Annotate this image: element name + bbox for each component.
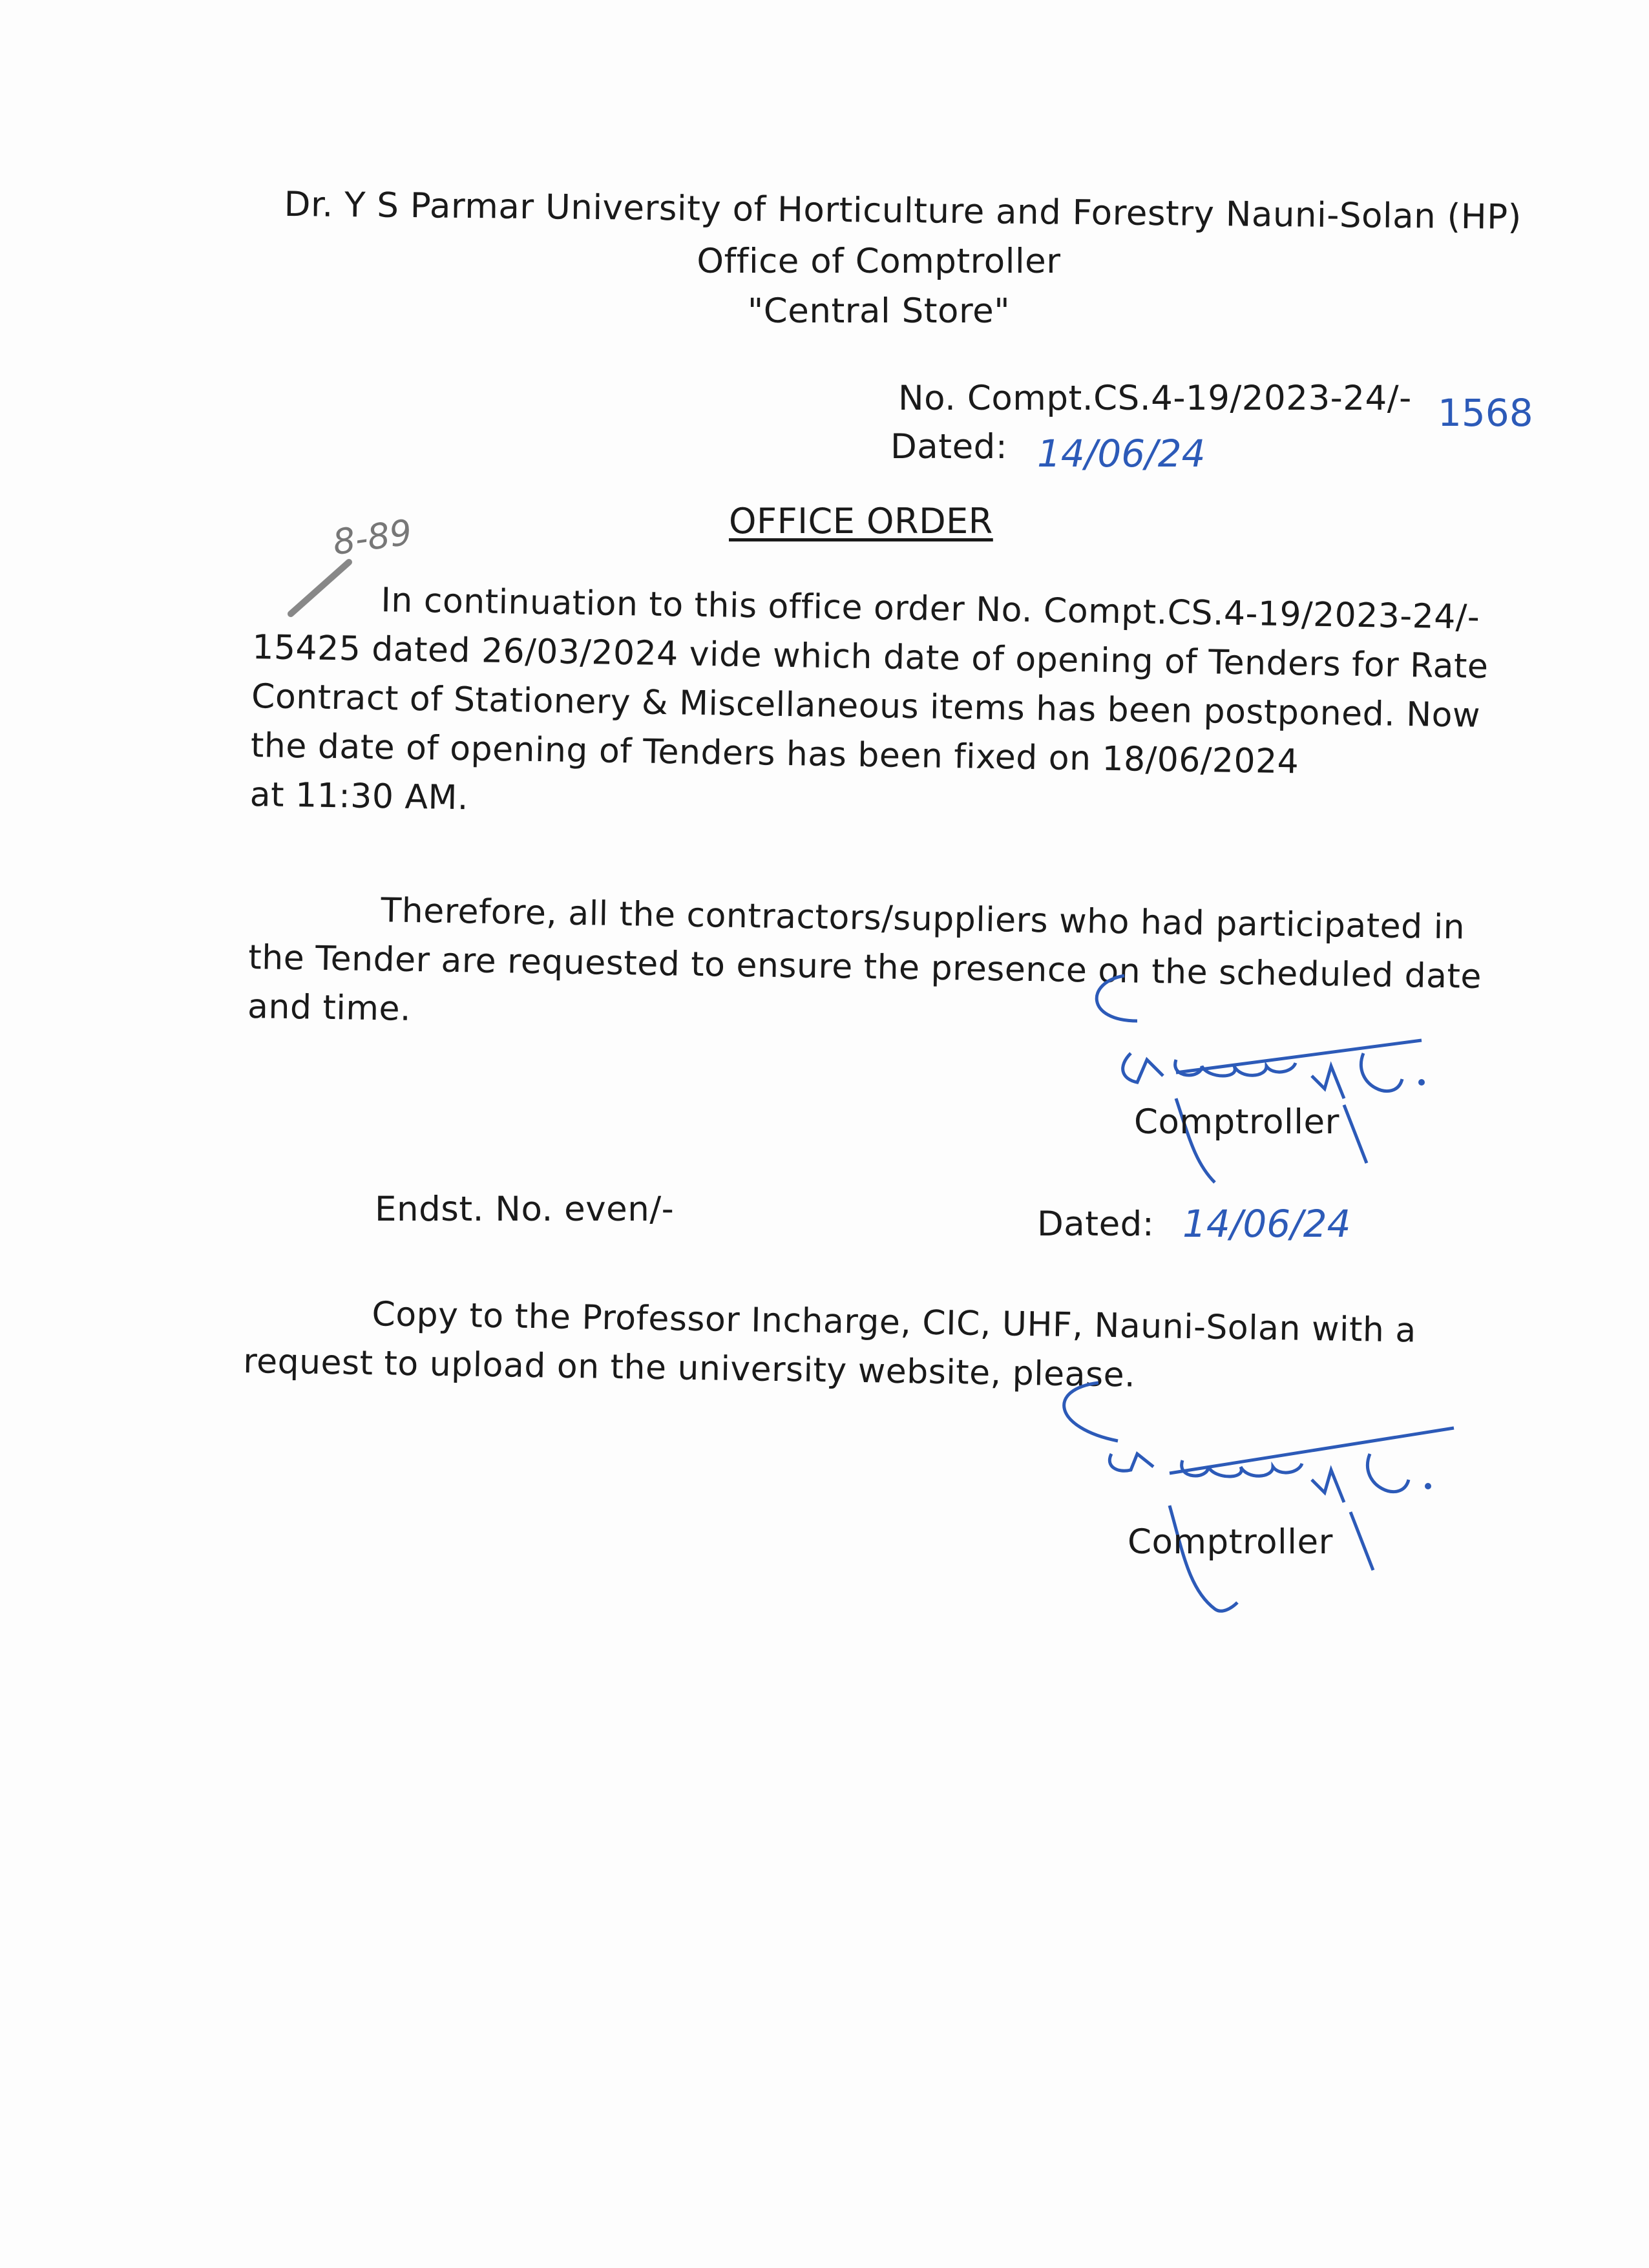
endorsement-dated-handwritten: 14/06/24 [1182, 1202, 1351, 1246]
diary-mark-stroke [284, 556, 362, 620]
reference-dated-handwritten: 14/06/24 [1037, 432, 1206, 476]
signature-1 [1008, 969, 1460, 1195]
paragraph-1-line-1: In continuation to this office order No. Compt.CS.4-19/2023-24/- [381, 581, 1480, 637]
paragraph-3 [242, 1295, 1543, 1395]
paragraph-1-line-5: at 11:30 AM. [249, 775, 469, 818]
office-name: Office of Comptroller [697, 242, 1061, 281]
endorsement-number: Endst. No. even/- [375, 1190, 675, 1229]
paragraph-3-line-2: request to upload on the university website, please. [242, 1341, 1136, 1395]
endorsement-dated-label: Dated: [1037, 1204, 1155, 1244]
reference-number-handwritten: 1568 [1438, 391, 1533, 435]
signature-2 [1008, 1383, 1473, 1641]
paragraph-2-line-3: and time. [247, 987, 412, 1029]
paragraph-1-line-2: 15425 dated 26/03/2024 vide which date of opening of Tenders for Rate [251, 627, 1489, 687]
reference-dated-label: Dated: [890, 427, 1008, 467]
reference-number: No. Compt.CS.4-19/2023-24/- [898, 379, 1412, 418]
signature-2-designation: Comptroller [1128, 1522, 1333, 1562]
paragraph-1-line-4: the date of opening of Tenders has been fixed on 18/06/2024 [250, 726, 1299, 782]
paragraph-3-line-1: Copy to the Professor Incharge, CIC, UHF, Nauni-Solan with a [372, 1295, 1417, 1350]
paragraph-1 [249, 581, 1552, 818]
signature-1-designation: Comptroller [1134, 1102, 1339, 1142]
paragraph-2-line-2: the Tender are requested to ensure the presence on the scheduled date [247, 938, 1482, 996]
page-title: OFFICE ORDER [729, 501, 993, 541]
paragraph-2-line-1: Therefore, all the contractors/suppliers who had participated in [381, 891, 1465, 947]
store-name: "Central Store" [747, 291, 1011, 331]
university-name: Dr. Y S Parmar University of Horticulture and Forestry Nauni-Solan (HP) [284, 185, 1522, 238]
diary-mark: 8-89 [330, 511, 415, 563]
paragraph-2 [247, 891, 1548, 1029]
paragraph-1-line-3: Contract of Stationery & Miscellaneous items has been postponed. Now [251, 677, 1481, 735]
